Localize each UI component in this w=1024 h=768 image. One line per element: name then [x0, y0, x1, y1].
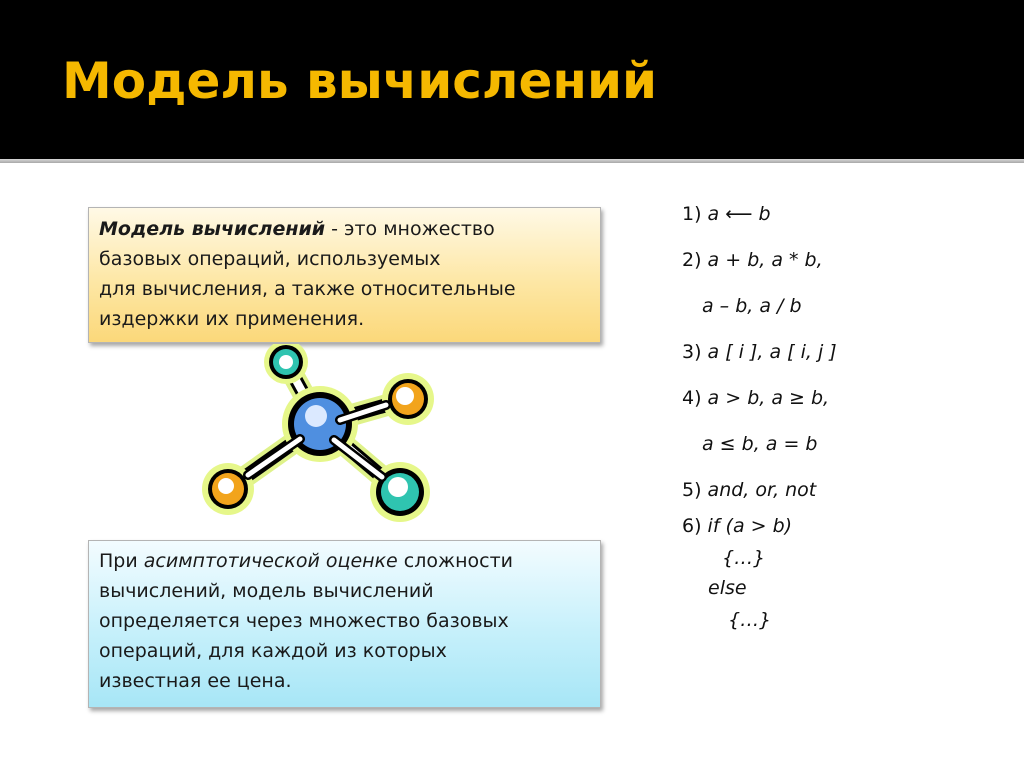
asymptotic-rest: сложности	[397, 550, 514, 572]
definition-term: Модель вычислений	[99, 218, 326, 240]
operation-item: 2) a + b, a * b,	[682, 249, 823, 271]
asymptotic-prefix: При	[99, 550, 144, 572]
operation-item: 3) a [ i ], a [ i, j ]	[682, 341, 837, 363]
asymptotic-line-4: операций, для каждой из которых	[99, 640, 447, 662]
asymptotic-box	[88, 540, 601, 708]
definition-rest: - это множество	[325, 218, 495, 240]
slide-title: Модель вычислений	[62, 52, 658, 110]
operation-item: a – b, a / b	[702, 295, 802, 317]
title-band	[0, 0, 1024, 158]
definition-line-2: базовых операций, используемых	[99, 248, 441, 270]
operation-item: {…}	[722, 547, 766, 569]
operation-item: 1) a ⟵ b	[682, 203, 771, 225]
asymptotic-term: асимптотической оценке	[143, 550, 398, 572]
operations-list	[682, 163, 1012, 768]
definition-line-1	[99, 214, 590, 244]
operation-item: 4) a > b, a ≥ b,	[682, 387, 830, 409]
operation-item: 6) if (a > b)	[682, 515, 793, 537]
asymptotic-line-5: известная ее цена.	[99, 670, 292, 692]
asymptotic-line-1	[99, 546, 590, 576]
operation-item: a ≤ b, a = b	[702, 433, 818, 455]
operation-item: else	[708, 577, 747, 599]
slide-content	[0, 163, 1024, 768]
definition-line-3: для вычисления, а также относительные	[99, 278, 516, 300]
operation-item: {…}	[728, 609, 772, 631]
definition-box	[88, 207, 601, 343]
molecule-icon	[190, 344, 450, 544]
definition-line-4: издержки их применения.	[99, 308, 365, 330]
asymptotic-line-2: вычислений, модель вычислений	[99, 580, 434, 602]
asymptotic-line-3: определяется через множество базовых	[99, 610, 509, 632]
operation-item: 5) and, or, not	[682, 479, 817, 501]
